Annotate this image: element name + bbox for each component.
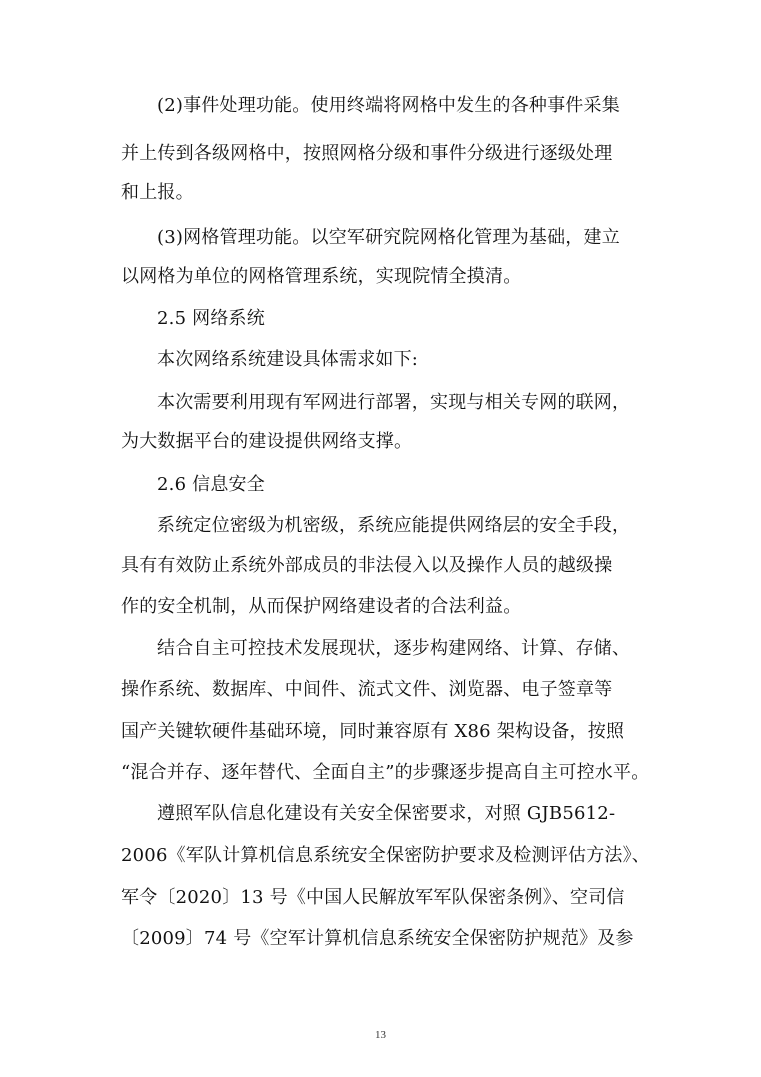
text-line: 军令〔2020〕13 号《中国人民解放军军队保密条例》、空司信 (121, 887, 625, 908)
text-line: “混合并存、逐年替代、全面自主”的步骤逐步提高自主可控水平。 (121, 762, 650, 783)
text-line: 并上传到各级网格中，按照网格分级和事件分级进行逐级处理 (121, 143, 613, 164)
text-line: 作的安全机制，从而保护网络建设者的合法利益。 (121, 596, 522, 617)
text-line: 本次需要利用现有军网进行部署，实现与相关专网的联网， (157, 392, 631, 413)
text-line: 2006《军队计算机信息系统安全保密防护要求及检测评估方法》、 (121, 845, 651, 866)
text-line: 国产关键软硬件基础环境，同时兼容原有 X86 架构设备，按照 (121, 721, 625, 742)
text-line: 操作系统、数据库、中间件、流式文件、浏览器、电子签章等 (121, 679, 613, 700)
text-line: 为大数据平台的建设提供网络支撑。 (121, 431, 413, 452)
section-heading-2-6: 2.6 信息安全 (157, 474, 265, 495)
text-line: (3)网格管理功能。以空军研究院网格化管理为基础，建立 (157, 227, 620, 248)
text-line: 系统定位密级为机密级，系统应能提供网络层的安全手段， (157, 515, 631, 536)
text-line: 以网格为单位的网格管理系统，实现院情全摸清。 (121, 266, 522, 287)
text-line: 具有有效防止系统外部成员的非法侵入以及操作人员的越级操 (121, 555, 613, 576)
section-heading-2-5: 2.5 网络系统 (157, 308, 265, 329)
text-line: 和上报。 (121, 182, 194, 203)
text-line: (2)事件处理功能。使用终端将网格中发生的各种事件采集 (157, 95, 620, 116)
text-line: 结合自主可控技术发展现状，逐步构建网络、计算、存储、 (157, 638, 631, 659)
text-line: 〔2009〕74 号《空军计算机信息系统安全保密防护规范》及参 (121, 928, 634, 949)
page-number: 13 (375, 1029, 386, 1041)
paragraph-network-intro: 本次网络系统建设具体需求如下: (157, 349, 419, 370)
text-line: 遵照军队信息化建设有关安全保密要求，对照 GJB5612- (157, 803, 616, 824)
